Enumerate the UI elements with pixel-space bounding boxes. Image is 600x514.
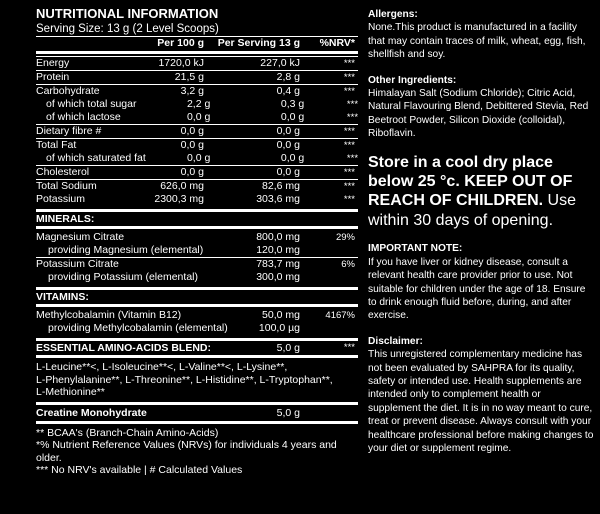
table-row: Methylcobalamin (Vitamin B12) 50,0 mg 4167% (36, 309, 355, 321)
important-note-text: If you have liver or kidney disease, consult a relevant health care provider prior to use. Not suitable for children under the age of 18. Ensure to drink enough fluid before, during, and after exercise. (368, 256, 586, 322)
table-row: Dietary fibre # 0,0 g 0,0 g *** (36, 124, 358, 138)
info-panel (368, 8, 594, 455)
table-row: of which lactose 0,0 g 0,0 g *** (46, 111, 359, 123)
creatine-name: Creatine Monohydrate (36, 406, 147, 419)
table-row: Magnesium Citrate 800,0 mg 29% (36, 231, 355, 243)
table-row: Carbohydrate 3,2 g 0,4 g *** (36, 84, 358, 98)
amino-heading-row (36, 341, 358, 355)
ingredients-text: Himalayan Salt (Sodium Chloride); Citric Acid, Natural Flavouring Blend, Debittered Stevia, Red Beetroot Powder, Silicon Dioxide (colloidal), Riboflavin. (368, 88, 589, 140)
table-row: providing Potassium (elemental) 300,0 mg (48, 271, 300, 283)
serving-size: Serving Size: 13 g (2 Level Scoops) (36, 23, 219, 35)
footnotes: ** BCAA's (Branch-Chain Amino-Acids) *% Nutrient Reference Values (NRVs) for individuals 4 years and older. *** No NRV's available | # Calculated Values (36, 426, 337, 476)
storage-normal: Use within 30 days of opening. (368, 192, 577, 229)
table-row: of which total sugar 2,2 g 0,3 g *** (46, 98, 359, 110)
table-row: Energy 1720,0 kJ 227,0 kJ *** (36, 56, 358, 70)
amino-heading: ESSENTIAL AMINO-ACIDS BLEND: (36, 342, 212, 354)
important-note-title: IMPORTANT NOTE: (368, 243, 463, 255)
creatine-row (36, 405, 358, 421)
storage-warning (368, 153, 594, 231)
header-per-serving: Per Serving 13 g (217, 37, 300, 49)
table-row: Cholesterol 0,0 g 0,0 g *** (36, 165, 358, 179)
nutrient-rows (36, 56, 358, 206)
table-row: providing Methylcobalamin (elemental) 100,0 µg (48, 322, 300, 334)
table-header (36, 36, 358, 51)
ingredients-title: Other Ingredients: (368, 74, 457, 86)
header-nrv: %NRV* (319, 37, 355, 49)
amino-per-serving: 5,0 g (276, 342, 300, 354)
table-row: providing Magnesium (elemental) 120,0 mg (48, 244, 300, 256)
table-row: Potassium 2300,3 mg 303,6 mg *** (36, 193, 355, 205)
table-row: Protein 21,5 g 2,8 g *** (36, 70, 358, 84)
allergens-title: Allergens: (368, 9, 418, 20)
storage-bold: Store in a cool dry place below 25 °c. KEEP OUT OF REACH OF CHILDREN. (368, 153, 573, 210)
disclaimer-title: Disclaimer: (368, 335, 423, 347)
nutrition-title: NUTRITIONAL INFORMATION (36, 6, 219, 21)
minerals-heading: MINERALS: (36, 213, 95, 225)
table-row: of which saturated fat 0,0 g 0,0 g *** (46, 152, 359, 164)
table-row: Total Sodium 626,0 mg 82,6 mg *** (36, 179, 358, 193)
creatine-per-serving: 5,0 g (276, 406, 300, 419)
amino-nrv: *** (343, 342, 355, 353)
table-row: Potassium Citrate 783,7 mg 6% (36, 257, 358, 271)
vitamins-heading: VITAMINS: (36, 291, 89, 303)
nutrition-panel (36, 6, 358, 477)
header-per-100: Per 100 g (157, 37, 204, 49)
table-row: Total Fat 0,0 g 0,0 g *** (36, 138, 358, 152)
amino-list: L-Leucine**<, L-Isoleucine**<, L-Valine**<, L-Lysine**, L-Phenylalanine**, L-Threonine**, L-Histidine**, L-Tryptophan**, L-Methionine** (36, 361, 333, 398)
allergens-text: None.This product is manufactured in a facility that may contain traces of milk, wheat, egg, fish, shellfish and soy. (368, 22, 586, 61)
disclaimer-text: This unregistered complementary medicine has not been evaluated by SAHPRA for its quality, safety or intended use. Health supplements are intended only to complement health or supplement the diet. It is in no way meant to cure, treat or prevent disease. Always consult with your healthcare professional before making changes to your diet or supplement regime. (368, 349, 594, 454)
